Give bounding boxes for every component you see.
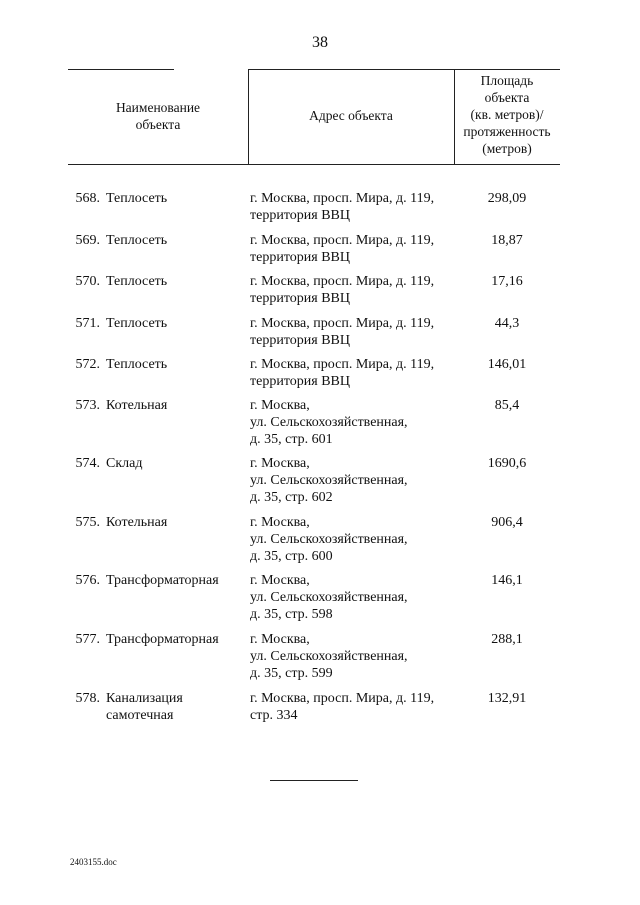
address-line: ул. Сельскохозяйственная,: [250, 590, 408, 605]
object-name-line: Склад: [106, 456, 143, 471]
document-id: 2403155.doc: [70, 857, 117, 867]
address-line: г. Москва, просп. Мира, д. 119,: [250, 357, 435, 372]
object-area: 18,87: [491, 233, 523, 248]
address-line: г. Москва, просп. Мира, д. 119,: [250, 233, 435, 248]
address-line: территория ВВЦ: [250, 374, 350, 389]
object-address: [250, 514, 460, 565]
header-name-line: Наименование: [115, 100, 201, 115]
table-top-rule-right: [248, 69, 560, 70]
address-line: г. Москва, просп. Мира, д. 119,: [250, 691, 435, 706]
header-area-line: объекта: [484, 90, 530, 105]
object-name: [106, 631, 246, 648]
object-name-line: Теплосеть: [106, 191, 168, 206]
row-number: 578.: [75, 691, 100, 706]
header-area-cell: [454, 72, 560, 157]
address-line: территория ВВЦ: [250, 333, 350, 348]
object-name-line: Трансформаторная: [106, 573, 219, 588]
object-name: [106, 690, 246, 724]
object-name-line: Котельная: [106, 398, 168, 413]
header-name-cell: [68, 99, 248, 133]
address-line: территория ВВЦ: [250, 208, 350, 223]
object-name-line: Теплосеть: [106, 274, 168, 289]
page-number: 38: [312, 34, 328, 51]
object-area: 44,3: [494, 316, 520, 331]
object-area: 1690,6: [487, 456, 527, 471]
object-area: 298,09: [487, 191, 527, 206]
object-name: [106, 397, 246, 414]
address-line: стр. 334: [250, 708, 298, 723]
row-number: 571.: [75, 316, 100, 331]
address-line: г. Москва, просп. Мира, д. 119,: [250, 316, 435, 331]
object-address: [250, 572, 460, 623]
object-area: 85,4: [494, 398, 520, 413]
header-name-line: объекта: [135, 117, 181, 132]
object-name: [106, 356, 246, 373]
object-name-line: Теплосеть: [106, 233, 168, 248]
address-line: г. Москва, просп. Мира, д. 119,: [250, 274, 435, 289]
address-line: ул. Сельскохозяйственная,: [250, 649, 408, 664]
object-name-line: Теплосеть: [106, 316, 168, 331]
row-number: 577.: [75, 632, 100, 647]
header-area-line: (кв. метров)/: [470, 107, 544, 122]
address-line: г. Москва, просп. Мира, д. 119,: [250, 191, 435, 206]
object-area: 17,16: [491, 274, 523, 289]
object-name: [106, 572, 246, 589]
object-name: [106, 455, 246, 472]
address-line: г. Москва,: [250, 398, 310, 413]
row-number: 576.: [75, 573, 100, 588]
object-address: [250, 397, 460, 448]
address-line: г. Москва,: [250, 573, 310, 588]
object-address: [250, 631, 460, 682]
object-name: [106, 190, 246, 207]
header-address-cell: [248, 107, 454, 124]
object-area: 146,1: [491, 573, 523, 588]
address-line: д. 35, стр. 599: [250, 666, 333, 681]
row-number: 575.: [75, 515, 100, 530]
object-address: [250, 232, 460, 266]
object-name: [106, 273, 246, 290]
object-name: [106, 514, 246, 531]
object-name-line: Канализация: [106, 691, 183, 706]
header-area-line: (метров): [482, 141, 532, 156]
row-number: 569.: [75, 233, 100, 248]
object-name-line: Теплосеть: [106, 357, 168, 372]
row-number: 574.: [75, 456, 100, 471]
object-address: [250, 273, 460, 307]
object-address: [250, 455, 460, 506]
address-line: г. Москва,: [250, 456, 310, 471]
header-address-label: Адрес объекта: [309, 108, 393, 123]
address-line: д. 35, стр. 600: [250, 549, 333, 564]
object-address: [250, 690, 460, 724]
address-line: ул. Сельскохозяйственная,: [250, 532, 408, 547]
table-top-rule-left: [68, 69, 174, 70]
object-area: 906,4: [491, 515, 523, 530]
address-line: территория ВВЦ: [250, 250, 350, 265]
object-area: 146,01: [487, 357, 527, 372]
object-name: [106, 232, 246, 249]
row-number: 568.: [75, 191, 100, 206]
object-address: [250, 356, 460, 390]
end-rule: [270, 780, 358, 781]
object-area: 288,1: [491, 632, 523, 647]
row-number: 572.: [75, 357, 100, 372]
object-name-line: самотечная: [106, 708, 174, 723]
address-line: д. 35, стр. 601: [250, 432, 333, 447]
address-line: ул. Сельскохозяйственная,: [250, 473, 408, 488]
object-area: 132,91: [487, 691, 527, 706]
table-header-bottom-rule: [68, 164, 560, 165]
address-line: г. Москва,: [250, 632, 310, 647]
row-number: 570.: [75, 274, 100, 289]
object-name: [106, 315, 246, 332]
address-line: д. 35, стр. 602: [250, 490, 333, 505]
object-name-line: Трансформаторная: [106, 632, 219, 647]
row-number: 573.: [75, 398, 100, 413]
object-address: [250, 190, 460, 224]
address-line: ул. Сельскохозяйственная,: [250, 415, 408, 430]
address-line: г. Москва,: [250, 515, 310, 530]
object-address: [250, 315, 460, 349]
object-name-line: Котельная: [106, 515, 168, 530]
header-area-line: Площадь: [480, 73, 534, 88]
address-line: д. 35, стр. 598: [250, 607, 333, 622]
header-area-line: протяженность: [463, 124, 551, 139]
address-line: территория ВВЦ: [250, 291, 350, 306]
